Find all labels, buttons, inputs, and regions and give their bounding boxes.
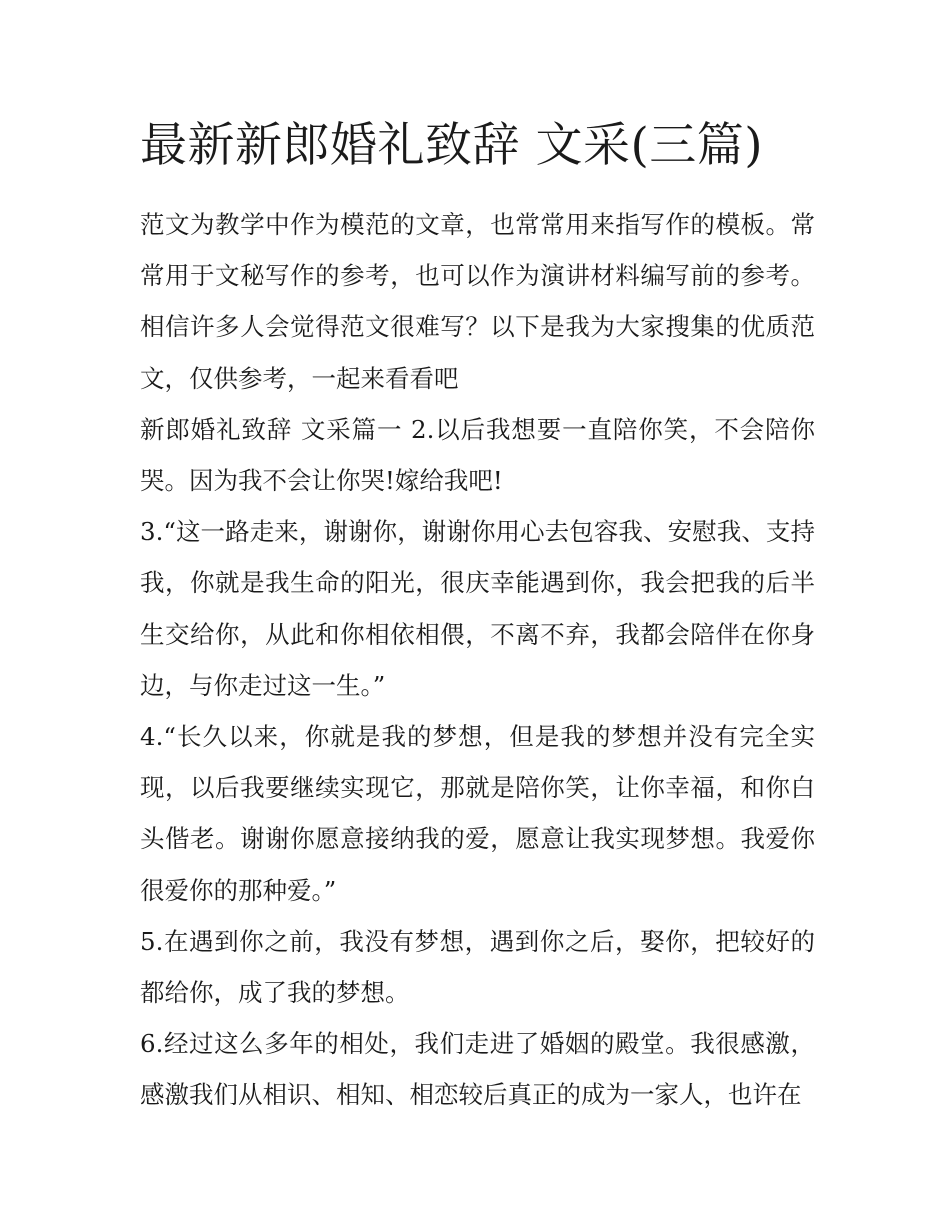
- document-title: 最新新郎婚礼致辞 文采(三篇): [140, 118, 764, 173]
- paragraph-speech-5: 5.在遇到你之前，我没有梦想，遇到你之后，娶你，把较好的都给你，成了我的梦想。: [140, 926, 815, 1008]
- paragraph-speech-3: 3.“这一路走来，谢谢你，谢谢你用心去包容我、安慰我、支持我，你就是我生命的阳光，很庆幸能遇到你，我会把我的后半生交给你，从此和你相依相偎，不离不弃，我都会陪伴在你身边，与你走过这一生。”: [140, 517, 815, 700]
- paragraph-speech-4: 4.“长久以来，你就是我的梦想，但是我的梦想并没有完全实现，以后我要继续实现它，那就是陪你笑，让你幸福，和你白头偕老。谢谢你愿意接纳我的爱，愿意让我实现梦想。我爱你很爱你的那种爱。”: [140, 722, 815, 905]
- document-body: [140, 199, 815, 1121]
- paragraph-intro: 范文为教学中作为模范的文章，也常常用来指写作的模板。常常用于文秘写作的参考，也可以作为演讲材料编写前的参考。相信许多人会觉得范文很难写？以下是我为大家搜集的优质范文，仅供参考，一起来看看吧: [140, 210, 815, 393]
- paragraph-speech-1: 新郎婚礼致辞 文采篇一 2.以后我想要一直陪你笑，不会陪你哭。因为我不会让你哭!嫁给我吧!: [140, 414, 815, 496]
- paragraph-speech-6: 6.经过这么多年的相处，我们走进了婚姻的殿堂。我很感激，感激我们从相识、相知、相恋较后真正的成为一家人，也许在: [140, 1029, 815, 1110]
